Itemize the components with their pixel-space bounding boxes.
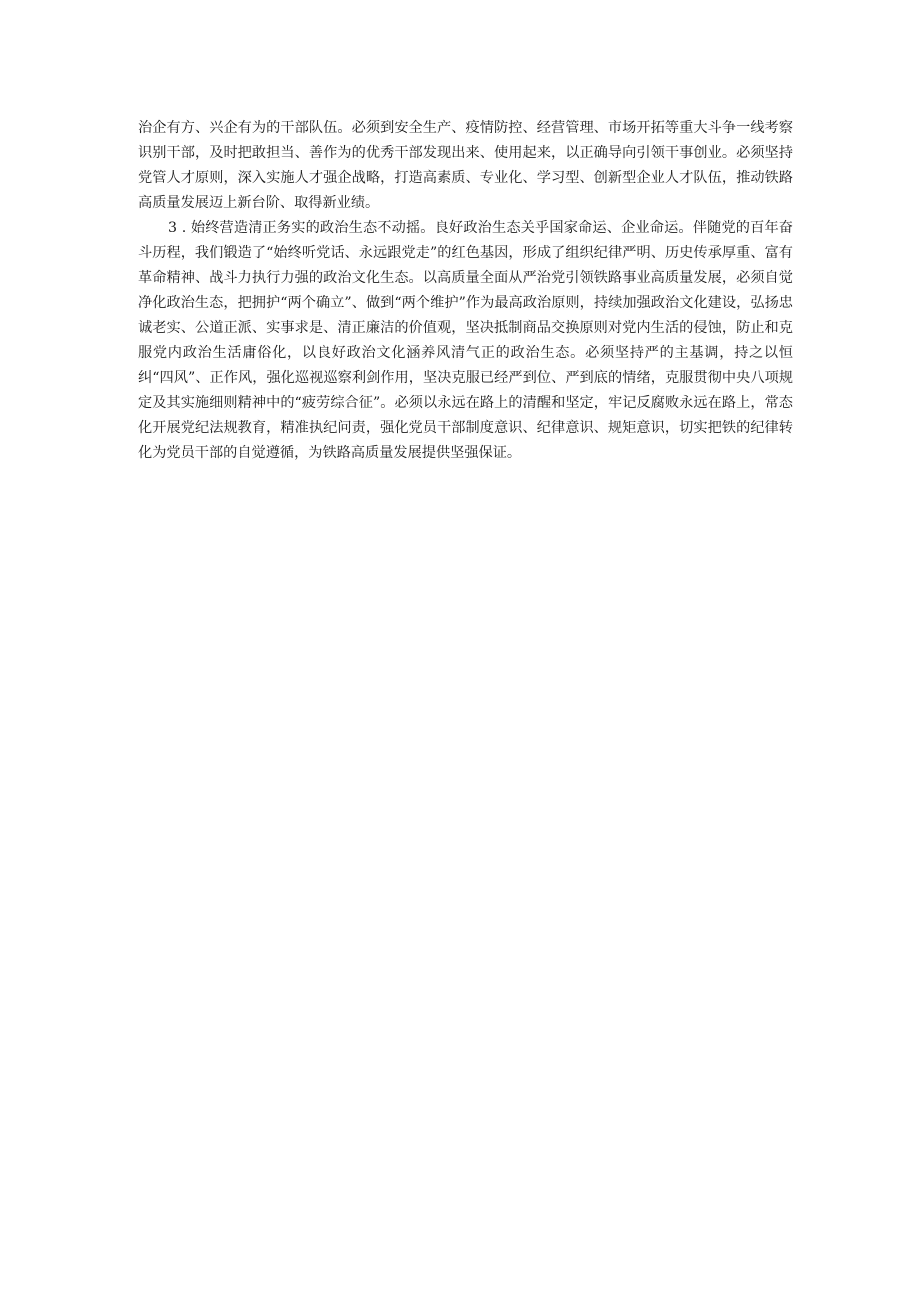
document-body — [138, 116, 793, 466]
paragraph-section-3: 3 . 始终营造清正务实的政治生态不动摇。良好政治生态关乎国家命运、企业命运。伴随党的百年奋斗历程，我们锻造了“始终听党话、永远跟党走”的红色基因，形成了组织纪律严明、历史传承厚重、富有革命精神、战斗力执行力强的政治文化生态。以高质量全面从严治党引领铁路事业高质量发展，必须自觉净化政治生态，把拥护“两个确立”、做到“两个维护”作为最高政治原则，持续加强政治文化建设，弘扬忠诚老实、公道正派、实事求是、清正廉洁的价值观，坚决抵制商品交换原则对党内生活的侵蚀，防止和克服党内政治生活庸俗化，以良好政治文化涵养风清气正的政治生态。必须坚持严的主基调，持之以恒纠“四风”、正作风，强化巡视巡察利剑作用，坚决克服已经严到位、严到底的情绪，克服贯彻中央八项规定及其实施细则精神中的“疲劳综合征”。必须以永远在路上的清醒和坚定，牢记反腐败永远在路上，常态化开展党纪法规教育，精准执纪问责，强化党员干部制度意识、纪律意识、规矩意识，切实把铁的纪律转化为党员干部的自觉遵循，为铁路高质量发展提供坚强保证。 — [138, 220, 793, 461]
paragraph-continuation: 治企有方、兴企有为的干部队伍。必须到安全生产、疫情防控、经营管理、市场开拓等重大斗争一线考察识别干部，及时把敢担当、善作为的优秀干部发现出来、使用起来，以正确导向引领干事创业。必须坚持党管人才原则，深入实施人才强企战略，打造高素质、专业化、学习型、创新型企业人才队伍，推动铁路高质量发展迈上新台阶、取得新业绩。 — [138, 120, 793, 211]
